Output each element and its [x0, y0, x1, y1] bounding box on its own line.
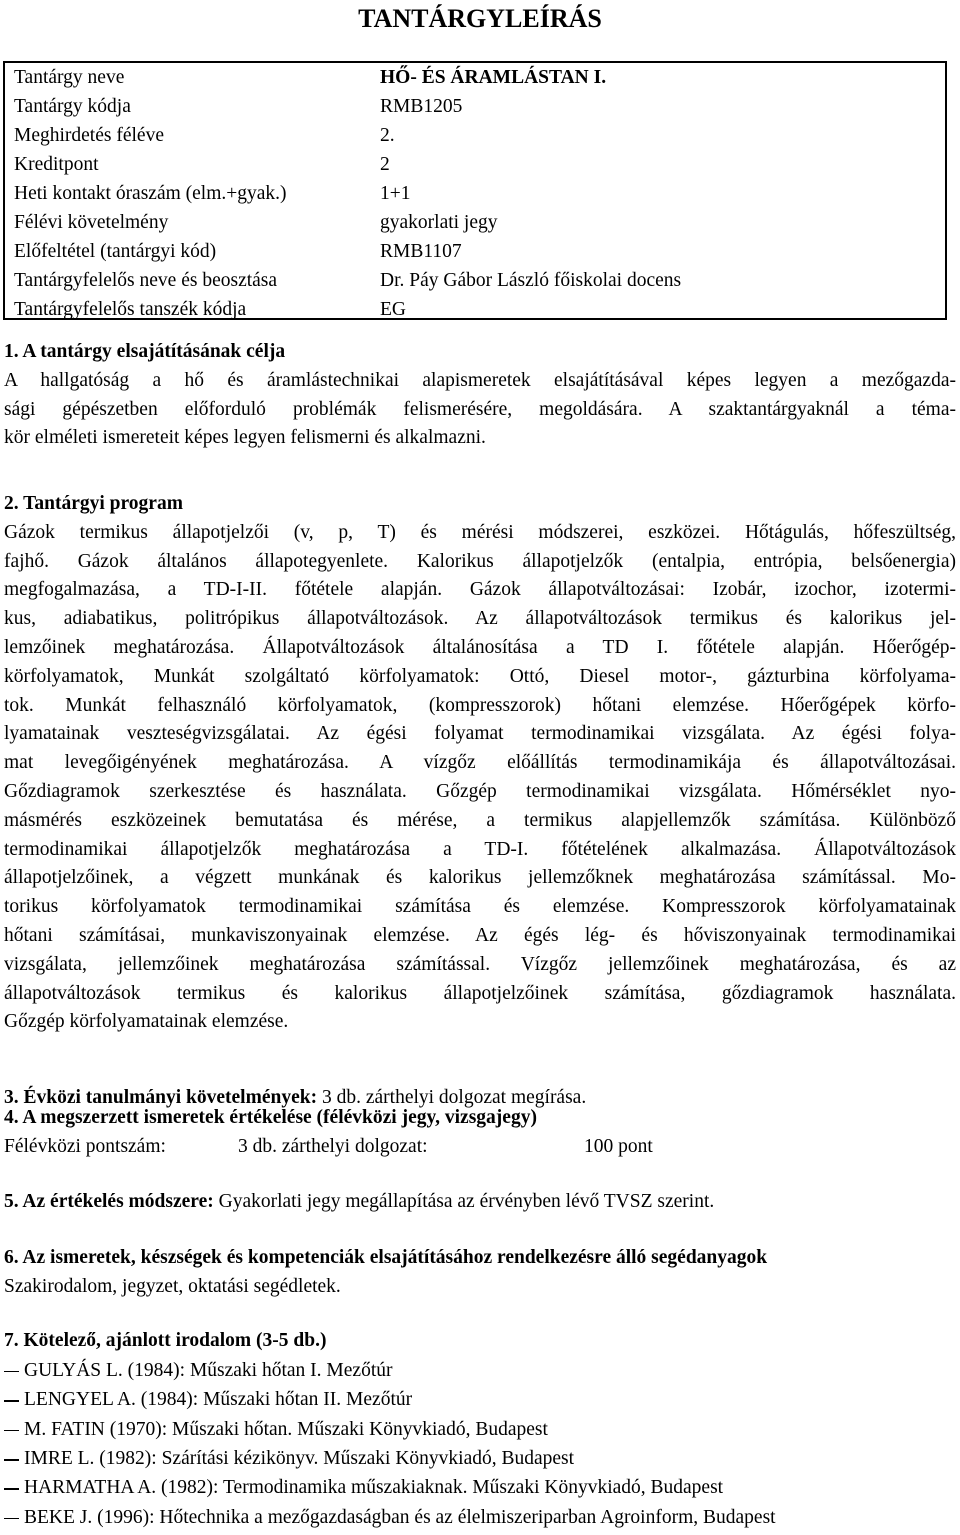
- section-text: 3 db. zárthelyi dolgozat megírása.: [317, 1087, 587, 1108]
- text-line: lemzőinek meghatározása. Állapotváltozások általánosítása a TD I. főtétele alapján. Hőerőgép-: [4, 636, 956, 658]
- info-label: Félévi követelmény: [14, 212, 169, 233]
- info-value: RMB1205: [380, 96, 463, 117]
- section-materials: [4, 1244, 956, 1302]
- reference-list: [4, 1356, 956, 1532]
- section-heading: 1. A tantárgy elsajátításának célja: [4, 341, 286, 362]
- section-heading: 2. Tantárgyi program: [4, 493, 183, 514]
- info-label: Tantárgyfelelős neve és beosztása: [14, 270, 278, 291]
- reference-item: [4, 1385, 956, 1414]
- text-line: lyamatainak veszteségvizsgálatai. Az égési folyamat termodinamikai vizsgálata. Az égési folya-: [4, 723, 956, 745]
- reference-item: [4, 1473, 956, 1502]
- info-row-course-code: [14, 92, 934, 121]
- text-line: A hallgatóság a hő és áramlástechnikai alapismeretek elsajátításával képes legyen a mezőgazda-: [4, 369, 956, 391]
- dash-bullet-icon: [4, 1371, 19, 1373]
- info-value: gyakorlati jegy: [380, 212, 498, 233]
- section-heading: 3. Évközi tanulmányi követelmények:: [4, 1087, 318, 1108]
- dash-bullet-icon: [4, 1430, 19, 1432]
- info-value: EG: [380, 299, 406, 320]
- reference-item: [4, 1356, 956, 1385]
- text-line: állapotváltozások termikus és kalorikus állapotjelzőinek számítása, gőzdiagramok használata.: [4, 982, 956, 1004]
- info-row-requirement: [14, 208, 934, 237]
- section-text: Szakirodalom, jegyzet, oktatási segédletek.: [4, 1275, 341, 1297]
- section-text: Gyakorlati jegy megállapítása az érvényben lévő TVSZ szerint.: [213, 1191, 715, 1212]
- reference-text: LENGYEL A. (1984): Műszaki hőtan II. Mezőtúr: [24, 1389, 413, 1411]
- info-row-course-name: [14, 63, 934, 92]
- section-objective: [4, 338, 956, 453]
- info-label: Tantárgy neve: [14, 67, 125, 88]
- text-line: Gőzdiagramok szerkesztése és használata. Gőzgép termodinamikai vizsgálata. Hőmérséklet nyo-: [4, 780, 956, 802]
- text-line: másmérés eszközeinek bemutatása és mérése, a termikus alapjellemzők számítása. Különböző: [4, 809, 956, 831]
- text-line: megfogalmazása, a TD-I-II. főtétele alapján. Gázok állapotváltozásai: Izobár, izochor, izotermi-: [4, 579, 956, 601]
- info-value: 2.: [380, 125, 395, 146]
- info-label: Tantárgyfelelős tanszék kódja: [14, 299, 247, 320]
- text-line: hőtani számításai, munkaviszonyainak elemzése. Az égés lég- és hőviszonyainak termodinamikai: [4, 924, 956, 946]
- info-row-credits: [14, 150, 934, 179]
- section-body: [4, 519, 956, 1037]
- info-value: Dr. Páy Gábor László főiskolai docens: [380, 270, 682, 291]
- reference-item: [4, 1444, 956, 1473]
- info-row-weekly-hours: [14, 179, 934, 208]
- info-label: Előfeltétel (tantárgyi kód): [14, 241, 217, 262]
- score-detail: 3 db. zárthelyi dolgozat:: [238, 1135, 428, 1157]
- section-body: [4, 367, 956, 453]
- dash-bullet-icon: [4, 1518, 19, 1520]
- section-heading: 4. A megszerzett ismeretek értékelése (félévközi jegy, vizsgajegy): [4, 1107, 537, 1128]
- score-row: [4, 1133, 956, 1162]
- section-method: [4, 1188, 956, 1217]
- section-heading: 7. Kötelező, ajánlott irodalom (3-5 db.): [4, 1330, 327, 1351]
- section-heading-line: [4, 1188, 956, 1217]
- dash-bullet-icon: [4, 1400, 19, 1402]
- text-line: körfolyamatok, Munkát szolgáltató körfolyamatok: Ottó, Diesel motor-, gázturbina körfolyama-: [4, 665, 956, 687]
- reference-text: BEKE J. (1996): Hőtechnika a mezőgazdaságban és az élelmiszeriparban Agroinform, Budapest: [24, 1506, 776, 1528]
- score-label: Félévközi pontszám:: [4, 1135, 166, 1157]
- dash-bullet-icon: [4, 1488, 19, 1490]
- text-line: fajhő. Gázok általános állapotegyenlete. Kalorikus állapotjelzők (entalpia, entrópia, belsőenergia): [4, 550, 956, 572]
- text-line: kus, adiabatikus, politrópikus állapotváltozások. Az állapotváltozások termikus és kalorikus jel-: [4, 608, 956, 630]
- reference-text: HARMATHA A. (1982): Termodinamika műszakiaknak. Műszaki Könyvkiadó, Budapest: [24, 1477, 724, 1499]
- reference-item: [4, 1503, 956, 1532]
- text-line: tok. Munkát felhasználó körfolyamatok, (kompresszorok) hőtani elemzése. Hőerőgépek körfo-: [4, 694, 956, 716]
- reference-text: M. FATIN (1970): Műszaki hőtan. Műszaki Könyvkiadó, Budapest: [24, 1418, 548, 1440]
- info-value: 1+1: [380, 183, 411, 204]
- section-heading: 6. Az ismeretek, készségek és kompetenciák elsajátításához rendelkezésre álló segédanyagok: [4, 1247, 768, 1268]
- section-assessment: [4, 1104, 956, 1162]
- text-line: sági gépészetben előforduló problémák felismerésére, megoldására. A szaktantárgyaknál a téma-: [4, 398, 956, 420]
- info-row-responsible: [14, 266, 934, 295]
- text-line: kör elméleti ismereteit képes legyen felismerni és alkalmazni.: [4, 427, 486, 449]
- text-line: termodinamikai állapotjelzők meghatározása a TD-I. főtételének alkalmazása. Állapotváltozások: [4, 838, 956, 860]
- document-title: TANTÁRGYLEÍRÁS: [358, 4, 602, 33]
- dash-bullet-icon: [4, 1459, 19, 1461]
- reference-text: GULYÁS L. (1984): Műszaki hőtan I. Mezőtúr: [24, 1359, 393, 1381]
- section-program: [4, 490, 956, 1037]
- text-line: Gőzgép körfolyamatainak elemzése.: [4, 1011, 289, 1033]
- info-label: Kreditpont: [14, 154, 99, 175]
- reference-text: IMRE L. (1982): Szárítási kézikönyv. Műszaki Könyvkiadó, Budapest: [24, 1447, 575, 1469]
- info-label: Meghirdetés féléve: [14, 125, 164, 146]
- info-value: HŐ- ÉS ÁRAMLÁSTAN I.: [380, 67, 607, 88]
- info-label: Heti kontakt óraszám (elm.+gyak.): [14, 183, 287, 204]
- section-heading: 5. Az értékelés módszere:: [4, 1191, 214, 1212]
- info-row-semester: [14, 121, 934, 150]
- info-row-prerequisite: [14, 237, 934, 266]
- course-info-table: [3, 61, 947, 320]
- info-row-department: [14, 295, 934, 324]
- info-label: Tantárgy kódja: [14, 96, 131, 117]
- text-line: mat levegőigényének meghatározása. A vízgőz előállítás termodinamikája és állapotváltozásai.: [4, 752, 956, 774]
- info-value: 2: [380, 154, 390, 175]
- text-line: Gázok termikus állapotjelzői (v, p, T) és mérési módszerei, eszközei. Hőtágulás, hőfeszültség,: [4, 521, 956, 543]
- reference-item: [4, 1415, 956, 1444]
- text-line: vizsgálata, jellemzőinek meghatározása számítással. Vízgőz jellemzőinek meghatározása, és az: [4, 953, 956, 975]
- score-points: 100 pont: [584, 1135, 653, 1157]
- text-line: torikus körfolyamatok termodinamikai számítása és elemzése. Kompresszorok körfolyamatainak: [4, 896, 956, 918]
- text-line: állapotjelzőinek, a végzett munkának és kalorikus jellemzőknek meghatározása számítással. Mo-: [4, 867, 956, 889]
- section-literature: [4, 1327, 956, 1532]
- info-value: RMB1107: [380, 241, 462, 262]
